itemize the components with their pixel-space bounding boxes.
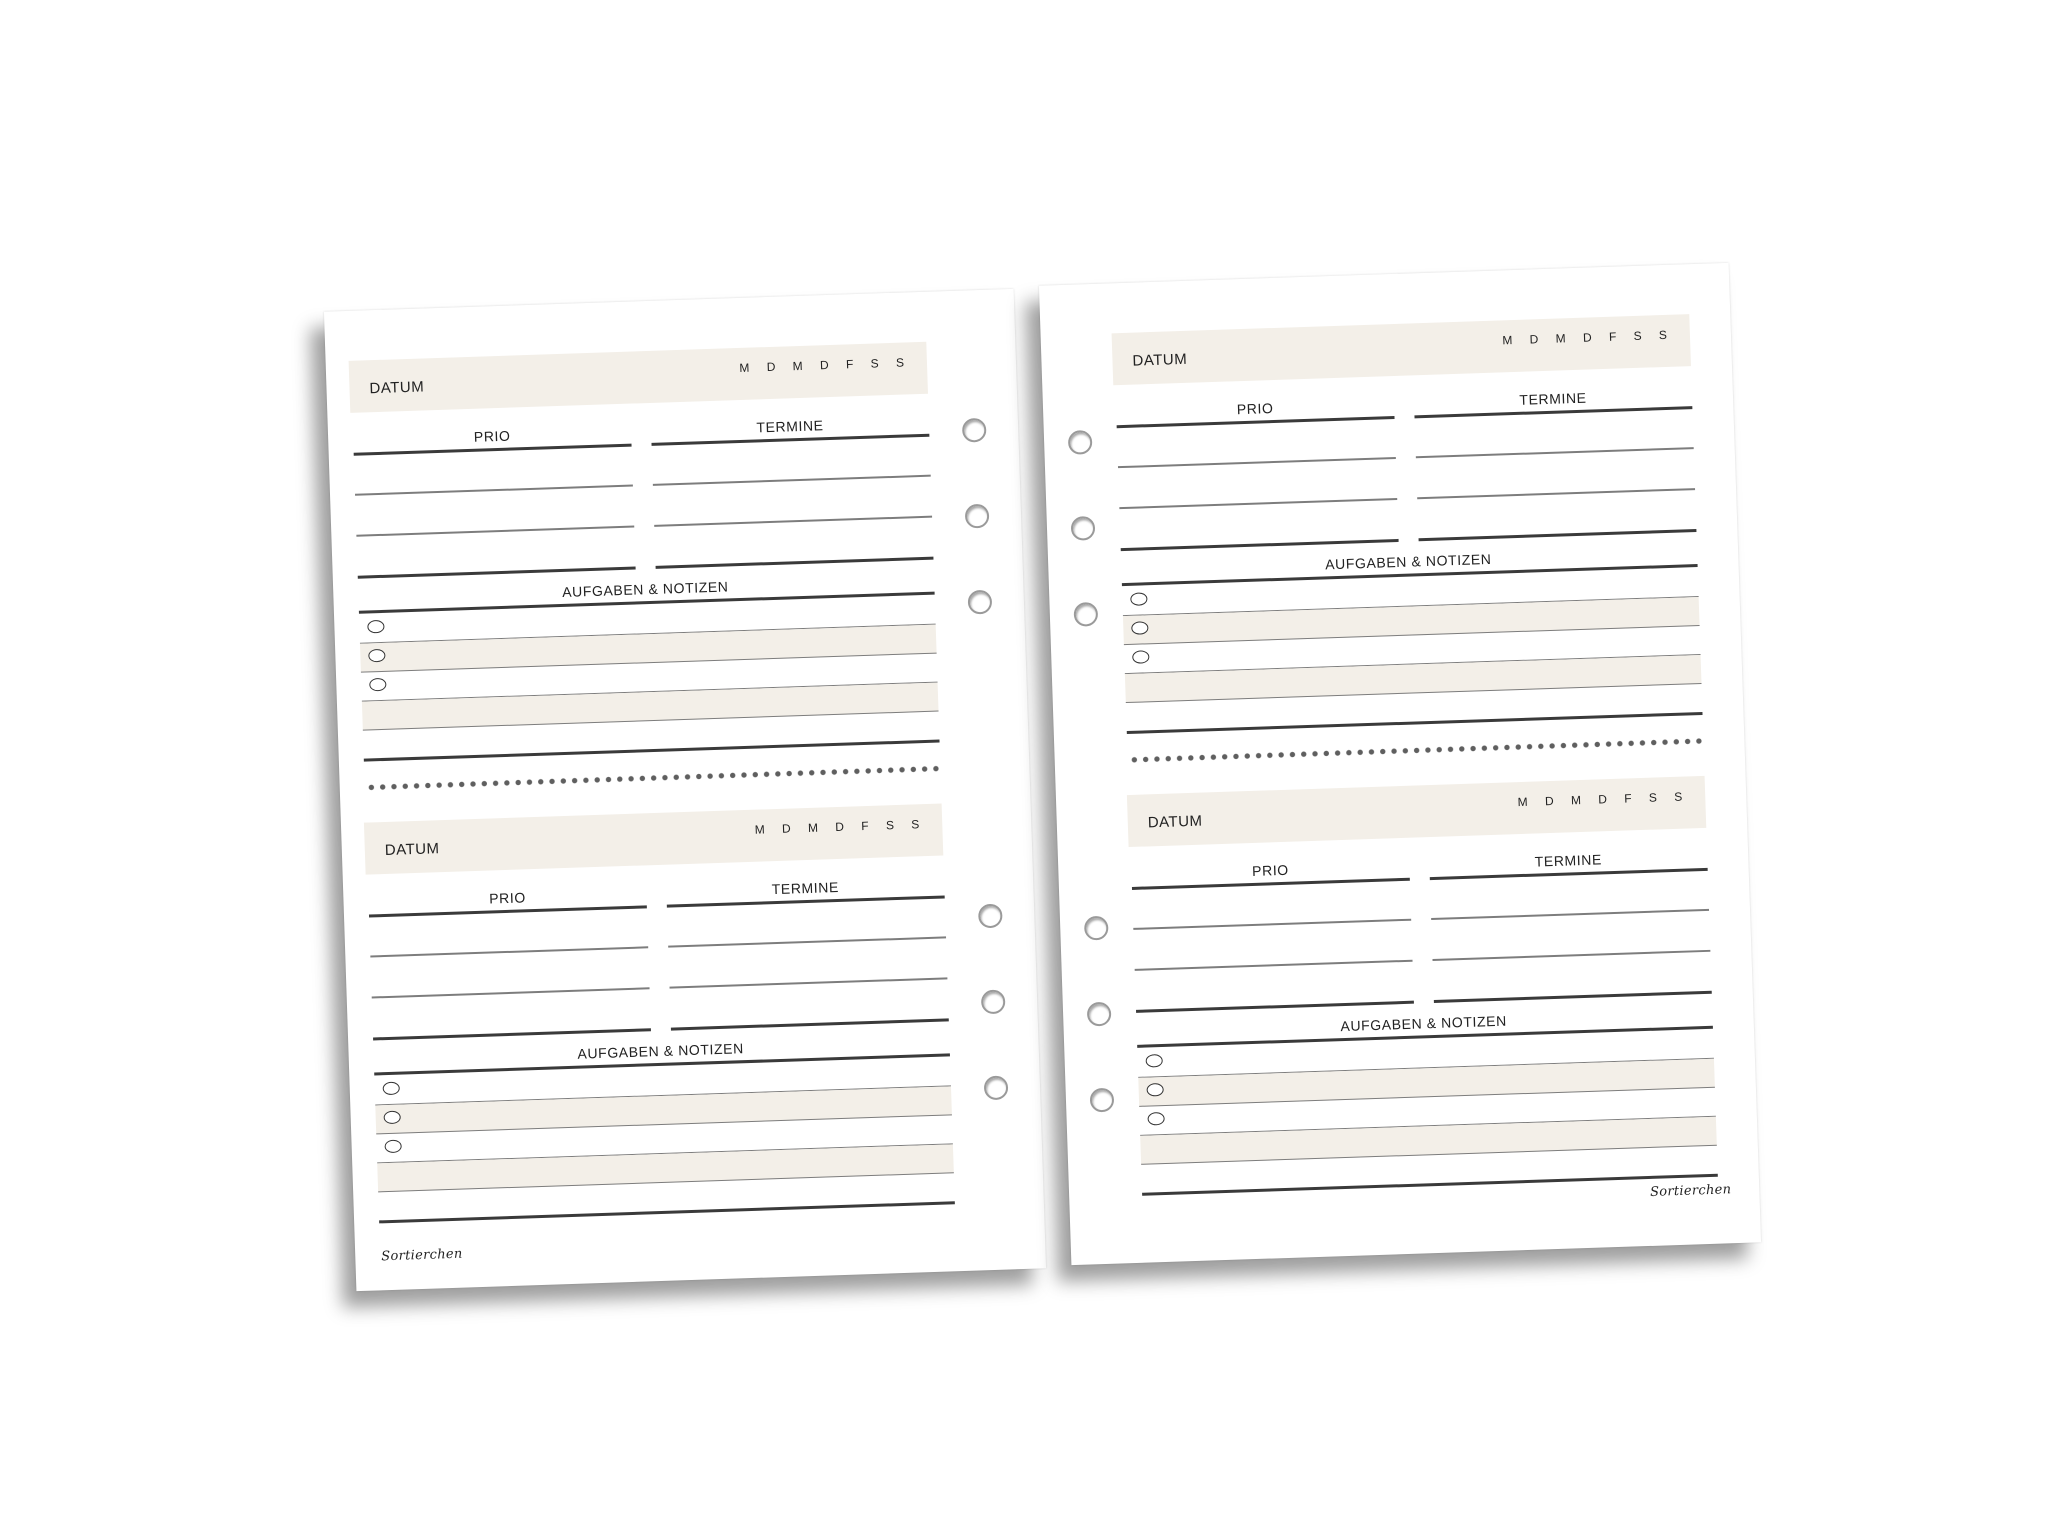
divider	[379, 1201, 955, 1223]
binder-hole	[1090, 1088, 1115, 1113]
binder-hole	[1073, 602, 1098, 627]
write-line	[370, 946, 648, 957]
date-bar	[1127, 776, 1706, 847]
brand-logo: Sortierchen	[381, 1246, 463, 1265]
dotted-separator	[1129, 738, 1703, 763]
task-list	[374, 1057, 954, 1192]
day-section	[349, 342, 927, 600]
write-line	[1431, 909, 1709, 920]
planner-page-left	[324, 289, 1046, 1291]
write-line	[372, 987, 650, 998]
binder-hole	[1068, 430, 1093, 455]
divider	[1136, 1001, 1414, 1013]
write-line	[653, 475, 931, 486]
day-section	[1112, 314, 1690, 573]
write-line	[1417, 488, 1695, 499]
checkbox-circle[interactable]	[367, 620, 384, 634]
checkbox-circle[interactable]	[1130, 592, 1147, 606]
termine-heading: TERMINE	[756, 417, 824, 436]
divider	[671, 1018, 949, 1030]
prio-heading: PRIO	[1251, 861, 1290, 879]
write-line	[1135, 960, 1413, 971]
date-label: DATUM	[384, 840, 440, 859]
prio-lines	[369, 905, 651, 1042]
prio-heading: PRIO	[473, 427, 511, 445]
weekday-letters: M D M D F S S	[754, 817, 927, 837]
weekday-letters: M D M D F S S	[1517, 789, 1690, 810]
binder-hole	[981, 990, 1006, 1015]
checkbox-circle[interactable]	[1132, 650, 1149, 664]
binder-hole	[1071, 516, 1096, 541]
prio-heading: PRIO	[1236, 400, 1274, 418]
divider	[1121, 539, 1399, 551]
termine-heading: TERMINE	[771, 878, 840, 898]
task-list	[359, 596, 939, 731]
prio-lines	[354, 444, 636, 581]
write-line	[1118, 457, 1396, 468]
write-line	[1416, 447, 1694, 458]
tasks-heading: AUFGABEN & NOTIZEN	[1324, 550, 1492, 573]
write-line	[654, 516, 932, 527]
checkbox-circle[interactable]	[1131, 621, 1148, 635]
date-bar	[1112, 314, 1691, 385]
tasks-heading: AUFGABEN & NOTIZEN	[1340, 1012, 1508, 1035]
checkbox-circle[interactable]	[369, 678, 386, 692]
termine-heading: TERMINE	[1519, 389, 1587, 408]
divider	[373, 1028, 651, 1040]
task-list	[1137, 1030, 1717, 1165]
binder-hole	[1087, 1002, 1112, 1027]
divider	[358, 567, 636, 579]
divider	[656, 557, 934, 569]
binder-hole	[968, 590, 993, 615]
divider	[1434, 991, 1712, 1003]
divider	[1419, 529, 1697, 541]
termine-heading: TERMINE	[1534, 851, 1603, 870]
day-section	[1127, 776, 1705, 1035]
write-line	[670, 977, 948, 988]
date-label: DATUM	[369, 378, 425, 398]
tasks-heading: AUFGABEN & NOTIZEN	[577, 1040, 745, 1062]
tasks-heading: AUFGABEN & NOTIZEN	[561, 578, 729, 600]
termine-lines	[651, 434, 933, 571]
divider	[364, 740, 940, 762]
date-label: DATUM	[1132, 350, 1188, 370]
prio-lines	[1132, 878, 1414, 1015]
write-line	[1133, 919, 1411, 930]
binder-hole	[1084, 916, 1109, 941]
checkbox-circle[interactable]	[1147, 1112, 1164, 1126]
binder-hole	[984, 1075, 1009, 1100]
brand-logo: Sortierchen	[1649, 1182, 1732, 1200]
binder-hole	[965, 504, 990, 529]
checkbox-circle[interactable]	[368, 649, 385, 663]
write-line	[1432, 950, 1710, 961]
divider	[1127, 712, 1703, 734]
day-section	[364, 804, 942, 1062]
binder-hole	[978, 904, 1003, 929]
dotted-separator	[366, 766, 940, 791]
task-list	[1122, 568, 1702, 703]
date-bar	[349, 342, 928, 413]
prio-lines	[1117, 416, 1399, 553]
checkbox-circle[interactable]	[1145, 1054, 1162, 1068]
divider	[1142, 1174, 1718, 1196]
checkbox-circle[interactable]	[1146, 1083, 1163, 1097]
write-line	[355, 485, 633, 496]
date-label: DATUM	[1147, 812, 1203, 832]
write-line	[668, 936, 946, 947]
termine-lines	[1414, 406, 1696, 543]
checkbox-circle[interactable]	[384, 1140, 401, 1154]
checkbox-circle[interactable]	[383, 1082, 400, 1096]
planner-page-right	[1039, 263, 1761, 1265]
date-bar	[364, 804, 943, 875]
prio-heading: PRIO	[488, 889, 527, 907]
termine-lines	[1430, 868, 1712, 1005]
checkbox-circle[interactable]	[383, 1111, 400, 1125]
write-line	[356, 526, 634, 537]
binder-hole	[962, 418, 987, 443]
weekday-letters: M D M D F S S	[739, 355, 912, 375]
weekday-letters: M D M D F S S	[1502, 327, 1675, 348]
termine-lines	[667, 895, 949, 1032]
write-line	[1119, 498, 1397, 509]
